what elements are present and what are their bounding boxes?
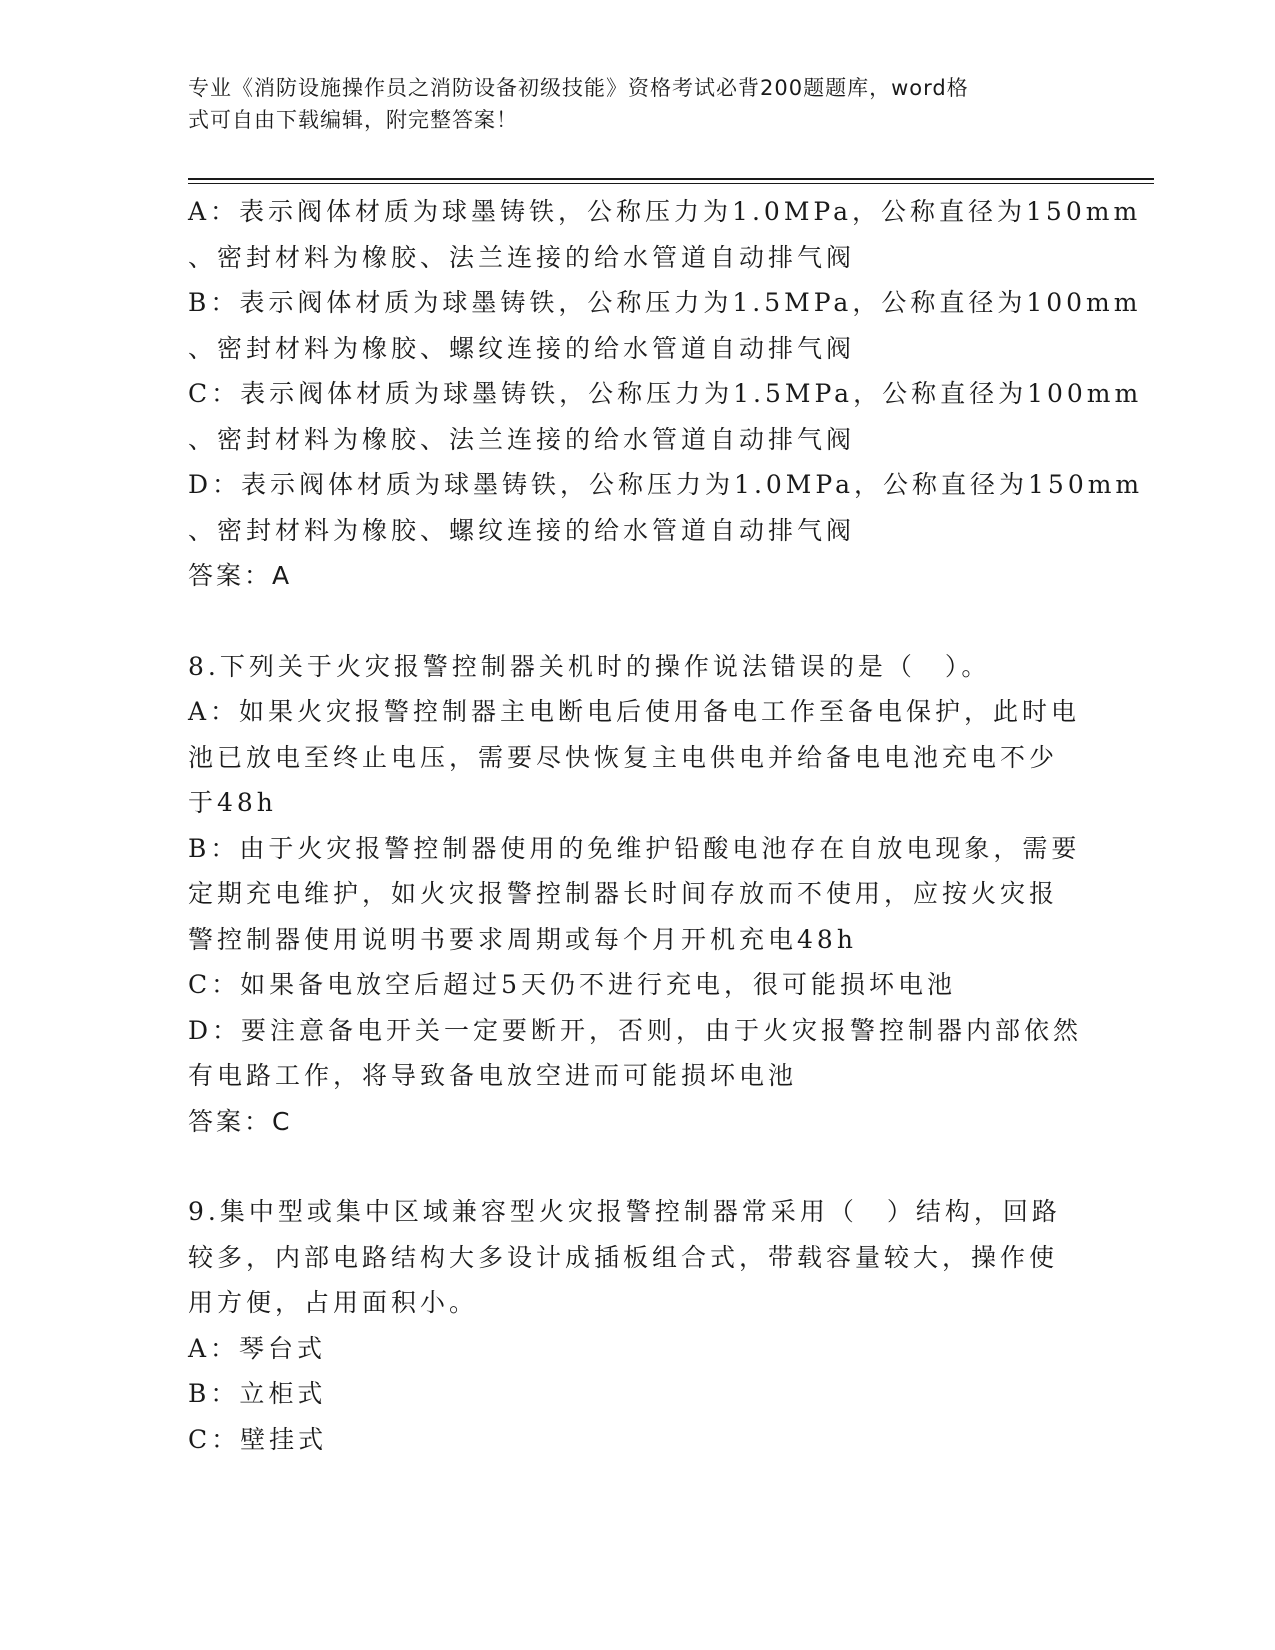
option-b-line-3: 警控制器使用说明书要求周期或每个月开机充电48h — [188, 924, 857, 954]
option-d-line-2: 、密封材料为橡胶、螺纹连接的给水管道自动排气阀 — [188, 515, 856, 545]
option-a-line-2: 池已放电至终止电压，需要尽快恢复主电供电并给备电电池充电不少 — [188, 742, 1059, 772]
option-a: A：琴台式 — [188, 1333, 327, 1363]
option-d-line-1: D：要注意备电开关一定要断开，否则，由于火灾报警控制器内部依然 — [188, 1015, 1083, 1045]
question-9-block — [188, 1189, 1088, 1462]
document-header: 专业《消防设施操作员之消防设备初级技能》资格考试必背200题题库，word格 式可自由下载编辑，附完整答案！ — [188, 76, 969, 132]
question-stem-line-1: 9.集中型或集中区域兼容型火灾报警控制器常采用（ ）结构，回路 — [188, 1197, 1061, 1226]
option-d-line-2: 有电路工作，将导致备电放空进而可能损坏电池 — [188, 1061, 798, 1090]
option-d-line-1: D：表示阀体材质为球墨铸铁，公称压力为1.0MPa，公称直径为150mm — [188, 470, 1144, 499]
question-gap — [188, 1144, 1088, 1189]
option-b-line-2: 定期充电维护，如火灾报警控制器长时间存放而不使用，应按火灾报 — [188, 879, 1059, 908]
option-a-line-1: A：表示阀体材质为球墨铸铁，公称压力为1.0MPa，公称直径为150mm — [188, 197, 1142, 226]
option-c-line-2: 、密封材料为橡胶、法兰连接的给水管道自动排气阀 — [188, 424, 856, 454]
answer-label: 答案：C — [188, 1106, 293, 1136]
question-content — [188, 189, 1144, 1462]
question-stem: 8.下列关于火灾报警控制器关机时的操作说法错误的是（ ）。 — [188, 651, 991, 681]
question-stem-line-2: 较多，内部电路结构大多设计成插板组合式，带载容量较大，操作使 — [188, 1242, 1059, 1272]
option-b-line-1: B：由于火灾报警控制器使用的免维护铅酸电池存在自放电现象，需要 — [188, 833, 1081, 863]
option-a-line-1: A：如果火灾报警控制器主电断电后使用备电工作至备电保护，此时电 — [188, 697, 1081, 726]
answer-label: 答案：A — [188, 561, 293, 590]
header-rule-thick — [188, 178, 1154, 180]
option-b-line-1: B：表示阀体材质为球墨铸铁，公称压力为1.5MPa，公称直径为100mm — [188, 288, 1142, 317]
question-8-block — [188, 644, 1088, 1145]
question-gap — [188, 599, 1088, 644]
option-b-line-2: 、密封材料为橡胶、螺纹连接的给水管道自动排气阀 — [188, 333, 856, 363]
option-b: B：立柜式 — [188, 1379, 327, 1408]
option-c-line-1: C：表示阀体材质为球墨铸铁，公称压力为1.5MPa，公称直径为100mm — [188, 379, 1143, 408]
question-stem-line-3: 用方便，占用面积小。 — [188, 1288, 479, 1317]
question-7-block — [188, 189, 1144, 599]
option-a-line-2: 、密封材料为橡胶、法兰连接的给水管道自动排气阀 — [188, 242, 856, 272]
option-a-line-3: 于48h — [188, 788, 277, 817]
option-c-line-1: C：如果备电放空后超过5天仍不进行充电，很可能损坏电池 — [188, 970, 957, 999]
option-c: C：壁挂式 — [188, 1424, 328, 1454]
header-rule-thin — [188, 183, 1154, 184]
